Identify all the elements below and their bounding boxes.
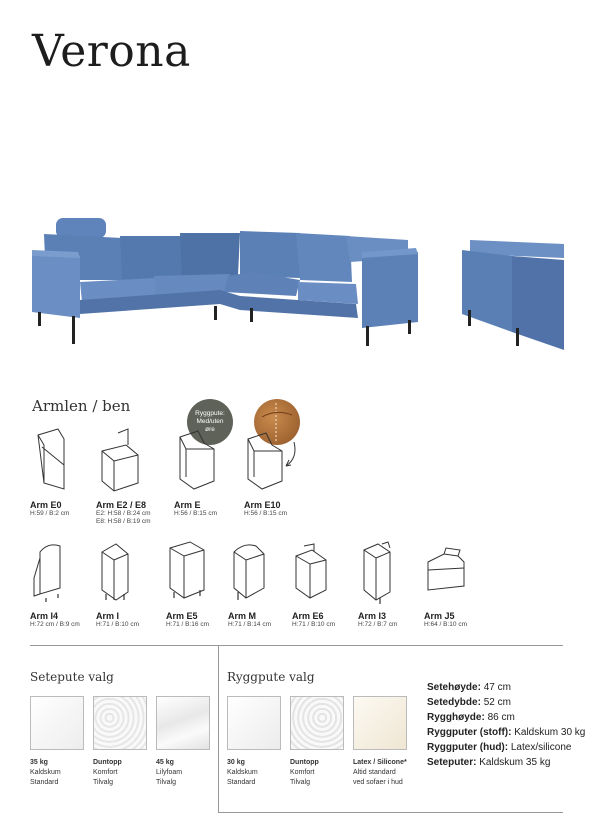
back-caption: Duntopp Komfort Tilvalg — [290, 759, 319, 786]
sofa-image — [0, 200, 600, 370]
back-swatch — [290, 696, 344, 750]
arm-e6-icon — [292, 538, 338, 608]
back-swatch — [353, 696, 407, 750]
divider — [30, 645, 563, 646]
seat-swatch — [156, 696, 210, 750]
arm-option: Arm E H:56 / B:15 cm — [174, 425, 246, 518]
spec-row: Ryggputer (hud): Latex/silicone — [427, 742, 572, 753]
back-caption: 30 kg Kaldskum Standard — [227, 759, 258, 786]
seat-swatch — [30, 696, 84, 750]
back-heading: Ryggpute valg — [227, 670, 315, 684]
arm-option: Arm E2 / E8 E2: H:58 / B:24 cm E8: H:58 / B:19 cm — [96, 425, 168, 526]
arm-e0-icon — [30, 425, 76, 497]
arm-option: Arm E0 H:59 / B:2 cm — [30, 425, 102, 518]
arm-option: Arm E10 H:56 / B:15 cm — [244, 425, 316, 518]
spec-row: Rygghøyde: 86 cm — [427, 712, 515, 723]
arm-option: Arm E6 H:71 / B:10 cm — [292, 538, 364, 629]
seat-caption: 45 kg Lilyfoam Tilvalg — [156, 759, 183, 786]
arm-i3-icon — [358, 538, 404, 608]
arm-option: Arm J5 H:64 / B:10 cm — [424, 538, 496, 629]
arm-e5-icon — [166, 538, 212, 608]
arm-option: Arm I4 H:72 cm / B:9 cm — [30, 538, 102, 629]
arm-option: Arm M H:71 / B:14 cm — [228, 538, 300, 629]
divider — [218, 645, 219, 813]
spec-row: Ryggputer (stoff): Kaldskum 30 kg — [427, 727, 586, 738]
divider — [218, 812, 563, 813]
arm-j5-icon — [424, 538, 470, 608]
back-caption: Latex / Silicone* Altid standard ved sofaer i hud — [353, 759, 407, 786]
armrests-heading: Armlen / ben — [32, 397, 131, 415]
back-cushion-badge: Ryggpute: Med/uten øre — [187, 399, 233, 445]
arm-i4-icon — [30, 538, 76, 608]
spec-row: Seteputer: Kaldskum 35 kg — [427, 757, 551, 768]
arm-option: Arm I3 H:72 / B:7 cm — [358, 538, 430, 629]
seat-swatch — [93, 696, 147, 750]
specifications — [427, 680, 585, 770]
arm-i-icon — [96, 538, 142, 608]
arm-e2-e8-icon — [96, 425, 146, 497]
back-swatch — [227, 696, 281, 750]
arm-e10-icon — [244, 425, 290, 497]
arm-option: Arm I H:71 / B:10 cm — [96, 538, 168, 629]
arm-m-icon — [228, 538, 274, 608]
seat-caption: 35 kg Kaldskum Standard — [30, 759, 61, 786]
arm-e-icon — [174, 425, 220, 497]
spec-row: Setehøyde: 47 cm — [427, 682, 511, 693]
page-title: Verona — [32, 26, 191, 77]
seat-caption: Duntopp Komfort Tilvalg — [93, 759, 122, 786]
spec-row: Setedybde: 52 cm — [427, 697, 511, 708]
arm-option: Arm E5 H:71 / B:16 cm — [166, 538, 238, 629]
seat-heading: Setepute valg — [30, 670, 114, 684]
